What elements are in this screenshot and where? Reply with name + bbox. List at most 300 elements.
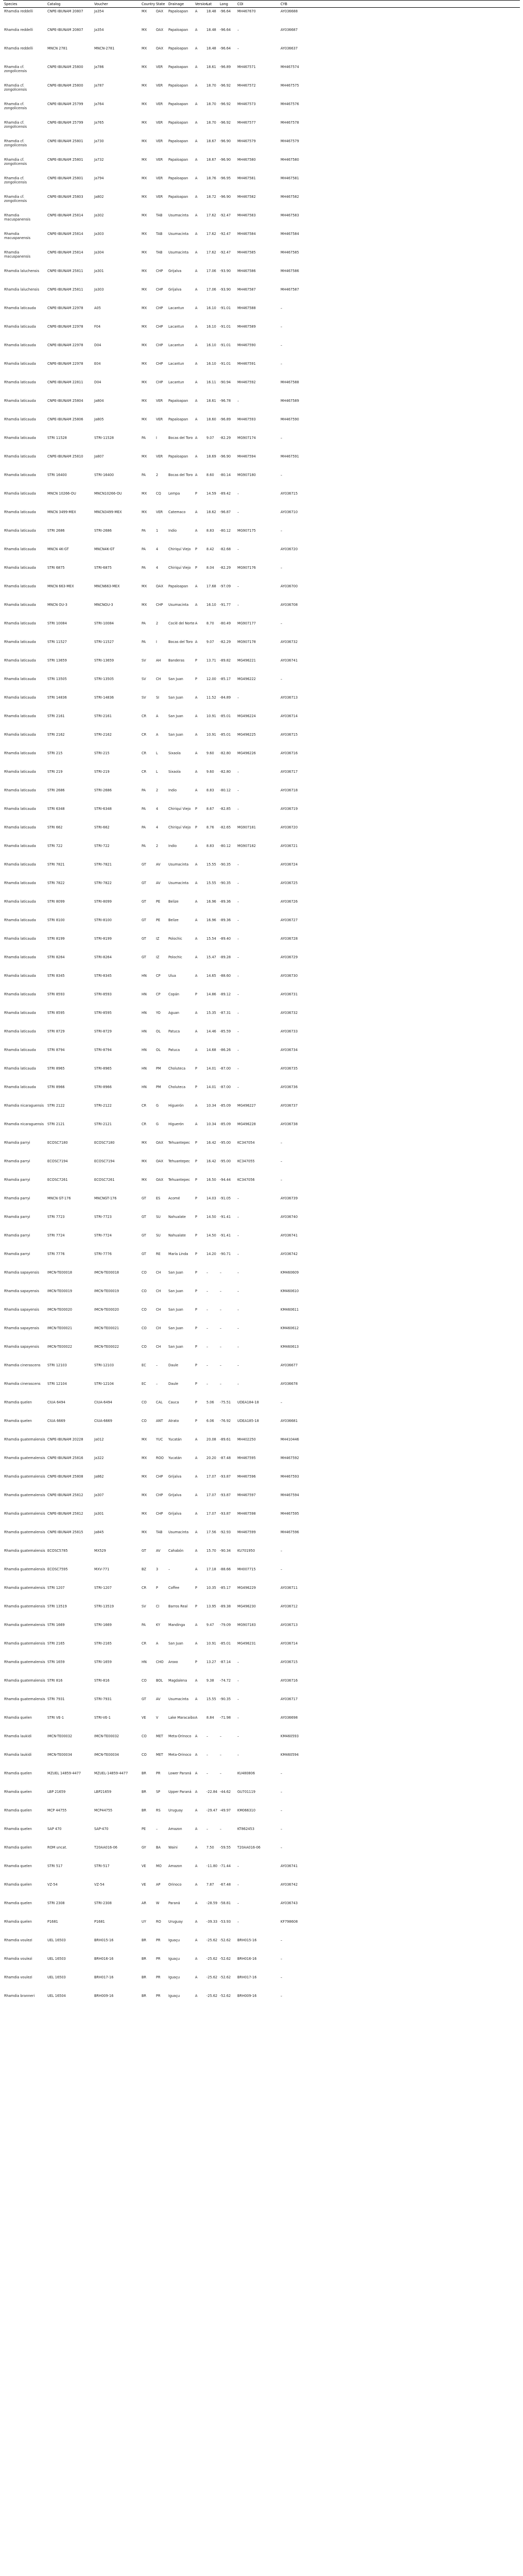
cell-drainage: Chiriquí Viejo [168, 825, 191, 829]
cell-coi: MG907177 [237, 621, 256, 625]
cell-long: -58.81 [220, 1901, 231, 1905]
cell-drainage: Usumacinta [168, 862, 189, 867]
cell-state: RS [156, 1808, 161, 1812]
cell-coi: KC347055 [237, 1159, 255, 1163]
cell-lat: 18.70 [206, 120, 216, 125]
cell-cyb: AY036738 [281, 1122, 298, 1126]
cell-catalog: STRI 215 [47, 751, 63, 755]
cell-long: -96.64 [220, 27, 231, 32]
cell-version: A [195, 324, 198, 329]
cell-cyb: AY036713 [281, 695, 298, 700]
cell-state: – [156, 1381, 158, 1386]
cell-long: -80.14 [220, 472, 231, 477]
cell-state: PE [156, 899, 161, 904]
cell-state: OAX [156, 1159, 164, 1163]
cell-country: HN [142, 1047, 147, 1052]
cell-version: A [195, 788, 198, 792]
cell-catalog: CNPE-IBUNAM 20807 [47, 9, 83, 14]
cell-drainage: Tehuantepec [168, 1159, 190, 1163]
cell-long: – [220, 1270, 222, 1275]
cell-state: TAB [156, 1530, 163, 1534]
cell-coi: MH467598 [237, 1511, 256, 1516]
cell-long: -52.62 [220, 1993, 231, 1998]
cell-version: P [195, 1307, 197, 1312]
cell-species: Rhamdia laticauda [4, 547, 36, 551]
cell-lat: 7.87 [206, 1882, 214, 1887]
cell-version: A [195, 973, 198, 978]
cell-country: HN [142, 1010, 147, 1015]
cell-version: A [195, 454, 198, 459]
cell-long: -96.90 [220, 454, 231, 459]
cell-cyb: MH467594 [281, 1493, 299, 1497]
cell-cyb: AY036678 [281, 1381, 298, 1386]
cell-version: A [195, 1122, 198, 1126]
cell-voucher: IMCN-TE00034 [94, 1752, 119, 1757]
cell-version: A [195, 9, 198, 14]
table-row [3, 1250, 520, 1269]
header-lat: Lat [205, 1, 219, 8]
cell-version: A [195, 398, 198, 403]
cell-cyb: AY036741 [281, 1233, 298, 1238]
cell-voucher: Ja304 [94, 250, 104, 255]
cell-country: MX [142, 213, 147, 217]
cell-country: MX [142, 1511, 147, 1516]
cell-voucher: STRI-8593 [94, 992, 112, 996]
cell-state: CH [156, 1307, 161, 1312]
cell-coi: MH467591 [237, 361, 256, 366]
cell-coi: – [237, 992, 239, 996]
cell-drainage: Daule [168, 1381, 179, 1386]
cell-species: Rhamdia sapayensis [4, 1270, 39, 1275]
cell-drainage: Atrato [168, 1418, 179, 1423]
cell-drainage: Aroxo [168, 1659, 178, 1664]
cell-lat: 13.27 [206, 1659, 216, 1664]
cell-country: PA [142, 1622, 146, 1627]
cell-version: P [195, 1159, 197, 1163]
cell-version: A [195, 1715, 198, 1720]
table-row [3, 638, 520, 657]
cell-cyb: MH467590 [281, 417, 299, 421]
cell-state: G [156, 1122, 159, 1126]
cell-species: Rhamdia laticauda [4, 843, 36, 848]
cell-version: A [195, 1882, 198, 1887]
cell-country: GY [142, 1845, 146, 1850]
cell-catalog: ECOSC7261 [47, 1177, 68, 1182]
cell-species: Rhamdia guatemalensis [4, 1604, 45, 1608]
cell-state: AV [156, 880, 161, 885]
cell-lat: 17.07 [206, 1474, 216, 1479]
cell-lat: 15.54 [206, 936, 216, 941]
table-row [3, 1417, 520, 1436]
cell-country: MX [142, 1177, 147, 1182]
cell-long: -88.60 [220, 973, 231, 978]
cell-drainage: Grijalva [168, 287, 182, 292]
cell-country: GT [142, 1233, 146, 1238]
cell-coi: – [237, 1344, 239, 1349]
cell-cyb: – [281, 1771, 283, 1775]
table-row [3, 1399, 520, 1417]
cell-catalog: STRI 12104 [47, 1381, 67, 1386]
table-row [3, 1696, 520, 1714]
table-row [3, 768, 520, 787]
cell-state: OAX [156, 46, 164, 50]
cell-coi: – [237, 1882, 239, 1887]
cell-version: A [195, 231, 198, 236]
cell-version: A [195, 435, 198, 440]
cell-coi: MG907174 [237, 435, 256, 440]
cell-drainage: Yucatán [168, 1455, 182, 1460]
cell-coi: – [237, 1715, 239, 1720]
cell-state: VER [156, 139, 163, 143]
cell-lat: 9.47 [206, 1622, 214, 1627]
cell-drainage: Lacantun [168, 306, 184, 310]
cell-state: CHP [156, 306, 163, 310]
cell-coi: – [237, 788, 239, 792]
cell-country: SV [142, 658, 146, 663]
cell-voucher: MXV-771 [94, 1567, 110, 1571]
cell-catalog: STRI 7776 [47, 1251, 65, 1256]
cell-long: -82.85 [220, 806, 231, 811]
cell-species: Rhamdia quelen [4, 1715, 32, 1720]
cell-coi: MG496224 [237, 714, 256, 718]
cell-cyb: AY036637 [281, 46, 298, 50]
cell-voucher: IMCN-TE00021 [94, 1326, 119, 1330]
cell-species: Rhamdia cinerascens [4, 1381, 41, 1386]
table-row [3, 546, 520, 564]
cell-version: A [195, 695, 198, 700]
cell-cyb: AY036728 [281, 936, 298, 941]
cell-drainage: Iguaçu [168, 1956, 180, 1961]
cell-catalog: CNPE-IBUNAM 22978 [47, 306, 83, 310]
cell-long: -82.29 [220, 435, 231, 440]
cell-drainage: Papaloapan [168, 46, 188, 50]
cell-coi: MH402250 [237, 1437, 256, 1442]
cell-country: CO [142, 1734, 147, 1738]
cell-country: BR [142, 1975, 147, 1979]
cell-species: Rhamdia guatemalensis [4, 1455, 45, 1460]
cell-species: Rhamdia guatemalensis [4, 1530, 45, 1534]
cell-catalog: CIUA 6494 [47, 1400, 65, 1404]
cell-catalog: CNPE-IBUNAM 25806 [47, 417, 83, 421]
cell-species: Rhamdia guatemalensis [4, 1548, 45, 1553]
cell-country: GT [142, 862, 146, 867]
cell-state: 2 [156, 621, 159, 625]
cell-drainage: Lake Maracaibo [168, 1715, 195, 1720]
cell-cyb: AY036740 [281, 1214, 298, 1219]
cell-catalog: UEL 16504 [47, 1993, 66, 1998]
cell-voucher: Ja302 [94, 213, 104, 217]
cell-drainage: Tehuantepec [168, 1177, 190, 1182]
cell-cyb: MH467586 [281, 268, 299, 273]
cell-species: Rhamdia laticauda [4, 472, 36, 477]
cell-voucher: Ja301 [94, 268, 104, 273]
cell-version: A [195, 1029, 198, 1033]
table-row [3, 805, 520, 824]
table-row [3, 1139, 520, 1158]
cell-version: A [195, 769, 198, 774]
cell-species: Rhamdia cf. zongolicensis [4, 194, 27, 203]
cell-species: Rhamdia laticauda [4, 565, 36, 570]
cell-cyb: MH467584 [281, 231, 299, 236]
cell-voucher: STRI-7821 [94, 862, 112, 867]
header-drainage: Drainage [167, 1, 194, 8]
cell-cyb: MH467585 [281, 250, 299, 255]
cell-catalog: VZ-54 [47, 1882, 58, 1887]
cell-catalog: MZUEL 14859-4477 [47, 1771, 81, 1775]
cell-country: MX [142, 510, 147, 514]
cell-long: -87.14 [220, 1659, 231, 1664]
cell-state: TAB [156, 231, 163, 236]
cell-country: HN [142, 1029, 147, 1033]
cell-long: -96.90 [220, 194, 231, 199]
cell-lat: – [206, 1289, 208, 1293]
cell-long: -85.17 [220, 676, 231, 681]
table-row [3, 1955, 520, 1974]
cell-catalog: CNPE-IBUNAM 25804 [47, 398, 83, 403]
cell-drainage: Meta-Orinoco [168, 1752, 191, 1757]
cell-lat: 16.42 [206, 1159, 216, 1163]
cell-country: MX [142, 9, 147, 14]
cell-coi: – [237, 1901, 239, 1905]
cell-coi: – [237, 955, 239, 959]
table-row [3, 1195, 520, 1213]
cell-lat: – [206, 1752, 208, 1757]
cell-country: MX [142, 231, 147, 236]
cell-species: Rhamdia laticauda [4, 528, 36, 533]
cell-country: MX [142, 1140, 147, 1145]
cell-species: Rhamdia laticauda [4, 1010, 36, 1015]
cell-long: -85.17 [220, 1585, 231, 1590]
cell-state: 4 [156, 547, 159, 551]
cell-catalog: STRI 7724 [47, 1233, 65, 1238]
cell-drainage: Lower Paraná [168, 1771, 191, 1775]
cell-state: CH [156, 1289, 161, 1293]
cell-coi: UDEA184-18 [237, 1400, 259, 1404]
cell-coi: – [237, 1270, 239, 1275]
cell-long: -53.93 [220, 1919, 231, 1924]
cell-cyb: AY036739 [281, 1196, 298, 1200]
cell-species: Rhamdia quelen [4, 1919, 32, 1924]
cell-state: RO [156, 1919, 161, 1924]
cell-country: CR [142, 1103, 147, 1108]
cell-drainage: Usumacinta [168, 213, 189, 217]
cell-state: AH [156, 658, 161, 663]
cell-version: A [195, 1975, 198, 1979]
cell-lat: – [206, 1344, 208, 1349]
cell-drainage: Patuca [168, 1029, 180, 1033]
cell-coi: – [237, 1010, 239, 1015]
cell-catalog: CNPE-IBUNAM 25803 [47, 194, 83, 199]
cell-version: A [195, 1901, 198, 1905]
table-header [3, 1, 520, 8]
cell-version: A [195, 1678, 198, 1683]
cell-country: MX [142, 1455, 147, 1460]
cell-voucher: STRI-1669 [94, 1622, 112, 1627]
cell-species: Rhamdia laluchensis [4, 287, 40, 292]
cell-long: -52.62 [220, 1975, 231, 1979]
cell-catalog: CNPE-IBUNAM 25800 [47, 83, 83, 88]
cell-coi: GU701119 [237, 1789, 256, 1794]
cell-cyb: MH467579 [281, 139, 299, 143]
cell-drainage: Iguaçu [168, 1975, 180, 1979]
cell-catalog: STRI 8729 [47, 1029, 65, 1033]
cell-drainage: Patuca [168, 1047, 180, 1052]
cell-voucher: STRI-7822 [94, 880, 112, 885]
cell-state: L [156, 769, 158, 774]
cell-voucher: STRI-2308 [94, 1901, 112, 1905]
cell-catalog: CNPE-IBUNAM 20228 [47, 1437, 83, 1442]
cell-version: A [195, 1548, 198, 1553]
cell-coi: BRH015-16 [237, 1938, 257, 1942]
cell-cyb: KM460611 [281, 1307, 299, 1312]
cell-species: Rhamdia laukidi [4, 1752, 32, 1757]
cell-long: -97.09 [220, 584, 231, 588]
cell-cyb: KM460613 [281, 1344, 299, 1349]
cell-long: -52.62 [220, 1956, 231, 1961]
cell-version: A [195, 361, 198, 366]
cell-species: Rhamdia reddelli [4, 27, 33, 32]
cell-country: MX [142, 120, 147, 125]
table-row [3, 1287, 520, 1306]
cell-long: -89.36 [220, 918, 231, 922]
cell-species: Rhamdia guatemalensis [4, 1474, 45, 1479]
cell-catalog: CNPE-IBUNAM 22811 [47, 380, 83, 384]
cell-cyb: KM460612 [281, 1326, 299, 1330]
cell-voucher: Ja845 [94, 1530, 104, 1534]
cell-version: A [195, 732, 198, 737]
cell-long: -82.29 [220, 639, 231, 644]
cell-voucher: CIUA-6494 [94, 1400, 112, 1404]
table-row [3, 1343, 520, 1362]
cell-version: A [195, 1808, 198, 1812]
cell-cyb: AY036716 [281, 751, 298, 755]
cell-catalog: CNPE-IBUNAM 25814 [47, 231, 83, 236]
cell-country: PE [142, 1826, 146, 1831]
cell-lat: 10.34 [206, 1122, 216, 1126]
table-row [3, 861, 520, 879]
cell-cyb: – [281, 1808, 283, 1812]
cell-drainage: Papaloapan [168, 83, 188, 88]
cell-state: 4 [156, 825, 159, 829]
table-row [3, 138, 520, 156]
cell-catalog: STRI 6875 [47, 565, 65, 570]
cell-voucher: Ja307 [94, 1493, 104, 1497]
cell-country: SV [142, 676, 146, 681]
cell-catalog: STRI 13519 [47, 1604, 67, 1608]
cell-drainage: Meta-Orinoco [168, 1734, 191, 1738]
cell-country: CR [142, 769, 147, 774]
cell-catalog: STRI 12103 [47, 1363, 67, 1367]
table-row [3, 230, 520, 249]
cell-version: P [195, 806, 197, 811]
cell-species: Rhamdia laticauda [4, 658, 36, 663]
cell-country: PA [142, 528, 146, 533]
table-row [3, 1733, 520, 1751]
cell-long: -96.89 [220, 417, 231, 421]
cell-species: Rhamdia nicaraguensis [4, 1122, 44, 1126]
cell-version: A [195, 1530, 198, 1534]
cell-state: TAB [156, 213, 163, 217]
cell-cyb: – [281, 1567, 283, 1571]
cell-catalog: STRI 7821 [47, 862, 65, 867]
cell-lat: 14.65 [206, 973, 216, 978]
cell-catalog: CNPE-IBUNAM 25812 [47, 1511, 83, 1516]
cell-long: -90.35 [220, 862, 231, 867]
cell-lat: 10.91 [206, 732, 216, 737]
cell-version: A [195, 157, 198, 162]
cell-cyb: MH410446 [281, 1437, 299, 1442]
cell-species: Rhamdia macuspanensis [4, 250, 31, 259]
cell-catalog: CNPE-IBUNAM 25810 [47, 454, 83, 459]
header-version: Version [194, 1, 205, 8]
cell-catalog: UEL 16503 [47, 1975, 66, 1979]
cell-long: -96.90 [220, 139, 231, 143]
table-row [3, 917, 520, 935]
cell-species: Rhamdia laticauda [4, 769, 36, 774]
cell-version: A [195, 621, 198, 625]
cell-voucher: MZUEL-14859-4477 [94, 1771, 128, 1775]
cell-species: Rhamdia macuspanensis [4, 231, 31, 240]
cell-drainage: Bocas del Toro [168, 435, 193, 440]
cell-catalog: STRI 8345 [47, 973, 65, 978]
cell-version: A [195, 287, 198, 292]
cell-catalog: IMCN-TE00021 [47, 1326, 73, 1330]
cell-lat: – [206, 1734, 208, 1738]
cell-long: -91.01 [220, 324, 231, 329]
cell-catalog: STRI 7723 [47, 1214, 65, 1219]
cell-version: A [195, 1455, 198, 1460]
cell-species: Rhamdia quelen [4, 1901, 32, 1905]
cell-country: AR [142, 1901, 147, 1905]
cell-version: P [195, 992, 197, 996]
cell-country: HN [142, 973, 147, 978]
header-catalog: Catalog [46, 1, 93, 8]
cell-long: – [220, 1363, 222, 1367]
cell-country: HN [142, 992, 147, 996]
cell-state: VER [156, 101, 163, 106]
table-row [3, 972, 520, 991]
cell-catalog: ECOSC7194 [47, 1159, 68, 1163]
cell-state: SI [156, 695, 160, 700]
table-row [3, 1176, 520, 1195]
table-row [3, 45, 520, 63]
cell-cyb: – [281, 565, 283, 570]
cell-version: A [195, 64, 198, 69]
cell-species: Rhamdia voulezi [4, 1938, 32, 1942]
cell-voucher: STRI-7724 [94, 1233, 112, 1238]
cell-lat: 11.52 [206, 695, 216, 700]
cell-voucher: Ja354 [94, 27, 104, 32]
cell-catalog: CIUA 6669 [47, 1418, 65, 1423]
table-row [3, 750, 520, 768]
cell-country: GT [142, 880, 146, 885]
cell-long: -90.94 [220, 380, 231, 384]
cell-drainage: Chiriquí Viejo [168, 806, 191, 811]
cell-version: A [195, 1567, 198, 1571]
cell-cyb: AY036715 [281, 1659, 298, 1664]
header-species: Species [3, 1, 46, 8]
cell-country: CR [142, 1585, 147, 1590]
cell-lat: 18.48 [206, 9, 216, 14]
cell-voucher: STRI-662 [94, 825, 110, 829]
cell-country: SV [142, 695, 146, 700]
cell-version: P [195, 1381, 197, 1386]
cell-drainage: Polochic [168, 955, 182, 959]
cell-coi: – [237, 1919, 239, 1924]
cell-voucher: MNCN-2781 [94, 46, 115, 50]
cell-drainage: Papaloapan [168, 176, 188, 180]
cell-country: PA [142, 843, 146, 848]
